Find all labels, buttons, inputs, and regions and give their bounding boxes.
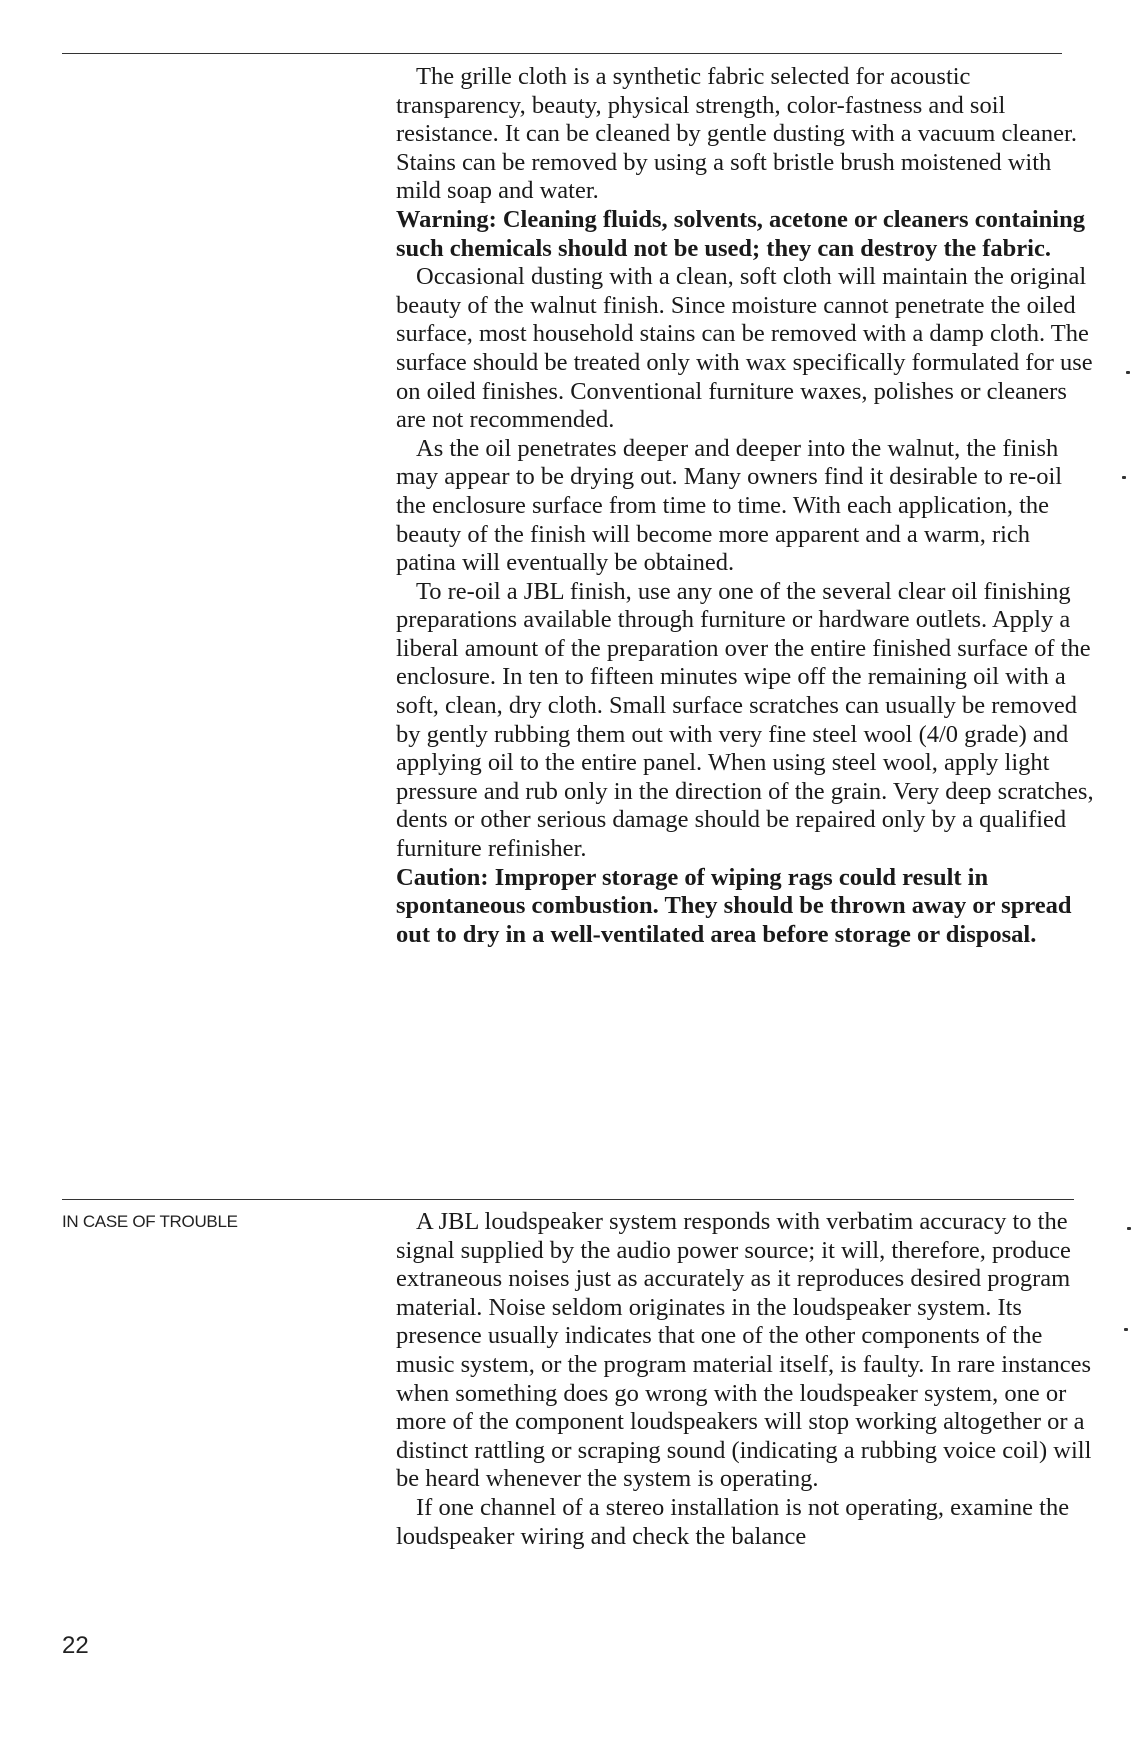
- trouble-section: [396, 1208, 1096, 1551]
- margin-mark: [1122, 476, 1126, 479]
- top-rule: [62, 53, 1062, 54]
- section-label: IN CASE OF TROUBLE: [62, 1212, 238, 1231]
- paragraph-grille-cloth: The grille cloth is a synthetic fabric selected for acoustic transparency, beauty, physical strength, color-fastness and soil resistance. It can be cleaned by gentle dusting with a vacuum cleaner. Stains can be removed by using a soft bristle brush moistened with mild soap and water.: [396, 63, 1077, 205]
- paragraph-re-oil: To re-oil a JBL finish, use any one of the several clear oil finishing preparations available through furniture or hardware outlets. Apply a liberal amount of the preparation over the entire finished surface of the enclosure. In ten to fifteen minutes wipe off the remaining oil with a soft, clean, dry cloth. Small surface scratches can usually be removed by gently rubbing them out with very fine steel wool (4/0 grade) and applying oil to the entire panel. When using steel wool, apply light pressure and rub only in the direction of the grain. Very deep scratches, dents or other serious damage should be repaired only by a qualified furniture refinisher.: [396, 577, 1094, 863]
- margin-mark: [1124, 1328, 1128, 1331]
- warning-paragraph: Warning: Cleaning fluids, solvents, acetone or cleaners containing such chemicals should not be used; they can destroy the fabric.: [396, 205, 1085, 262]
- paragraph-one-channel: If one channel of a stereo installation is not operating, examine the loudspeaker wiring and check the balance: [396, 1493, 1070, 1550]
- margin-mark: [1127, 1227, 1131, 1230]
- paragraph-oil-penetrates: As the oil penetrates deeper and deeper into the walnut, the finish may appear to be drying out. Many owners find it desirable to re-oil the enclosure surface from time to time. With each application, the beauty of the finish will become more apparent and a warm, rich patina will eventually be obtained.: [396, 434, 1063, 577]
- care-section: [396, 63, 1096, 949]
- margin-mark: [1126, 371, 1130, 374]
- paragraph-dusting: Occasional dusting with a clean, soft cloth will maintain the original beauty of the walnut finish. Since moisture cannot penetrate the oiled surface, most household stains can be removed with a damp cloth. The surface should be treated only with wax specifically formulated for use on oiled finishes. Conventional furniture waxes, polishes or cleaners are not recommended.: [396, 263, 1093, 434]
- paragraph-trouble-intro: A JBL loudspeaker system responds with verbatim accuracy to the signal supplied by the audio power source; it will, therefore, produce extraneous noises just as accurately as it reproduces desired program material. Noise seldom originates in the loudspeaker system. Its presence usually indicates that one of the other components of the music system, or the program material itself, is faulty. In rare instances when something does go wrong with the loudspeaker system, one or more of the component loudspeakers will stop working altogether or a distinct rattling or scraping sound (indicating a rubbing voice coil) will be heard whenever the system is operating.: [396, 1208, 1092, 1493]
- page-number: 22: [62, 1632, 89, 1659]
- caution-paragraph: Caution: Improper storage of wiping rags could result in spontaneous combustion. They should be thrown away or spread out to dry in a well-ventilated area before storage or disposal.: [396, 863, 1072, 948]
- section-rule: [62, 1199, 1074, 1200]
